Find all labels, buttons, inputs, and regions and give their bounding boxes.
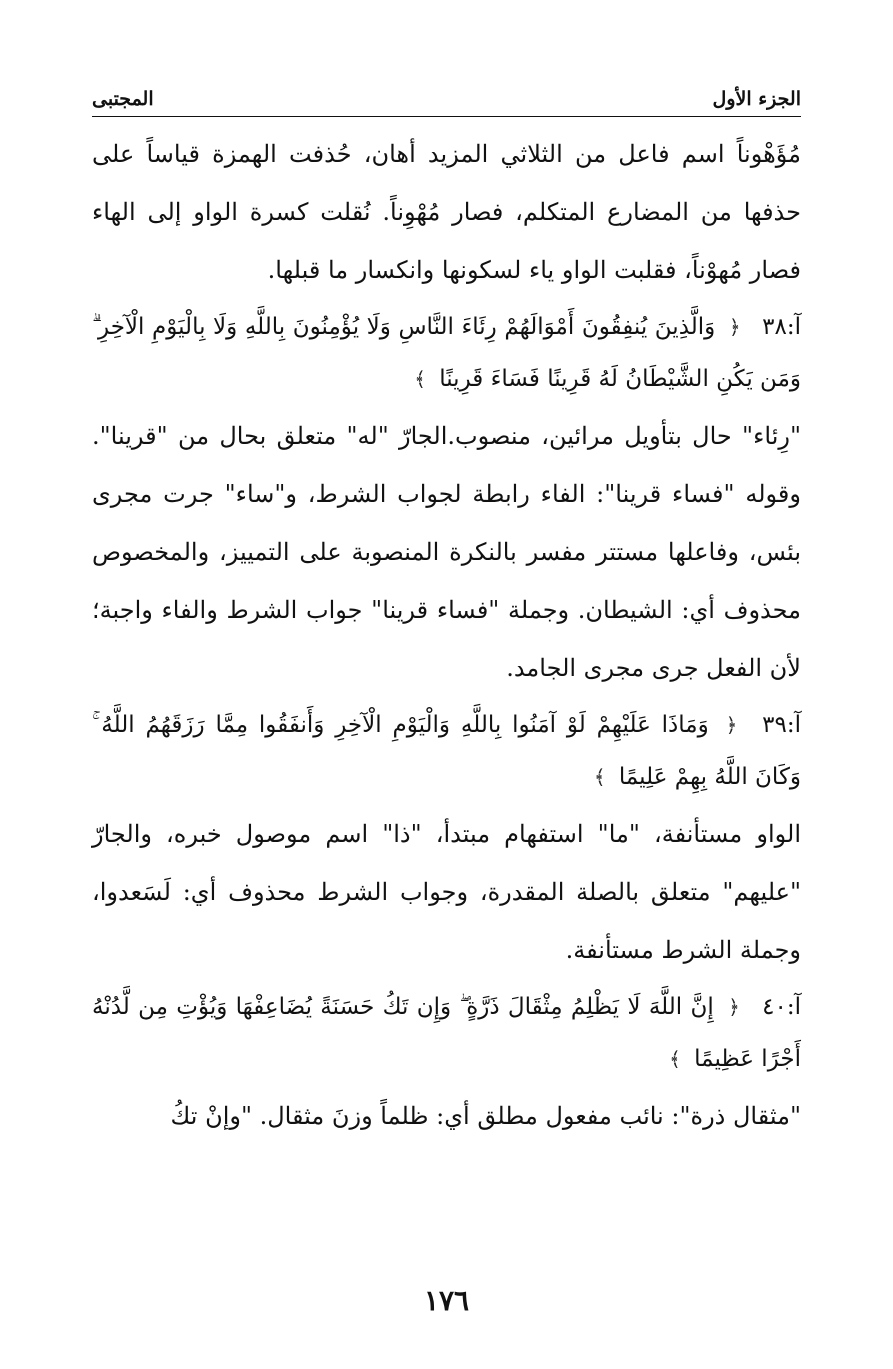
- page-body: [92, 125, 801, 1145]
- ornament-close-icon: ﴾: [414, 367, 426, 391]
- verse-38: [92, 299, 801, 407]
- paragraph-1: مُؤَهْوناً اسم فاعل من الثلاثي المزيد أهان، حُذفت الهمزة قياساً على حذفها من المضارع المتكلم، فصار مُهْوِناً. نُقلت كسرة الواو إلى الهاء فصار مُهوْناً، فقلبت الواو ياء لسكونها وانكسار ما قبلها.: [92, 140, 801, 284]
- ornament-open-icon: ﴿: [725, 713, 738, 737]
- paragraph-3: الواو مستأنفة، "ما" استفهام مبتدأ، "ذا" اسم موصول خبره، والجارّ "عليهم" متعلق بالصلة المقدرة، وجواب الشرط محذوف أي: لَسَعدوا، وجملة الشرط مستأنفة.: [92, 820, 801, 964]
- header-volume: الجزء الأول: [712, 88, 801, 110]
- page-number: ١٧٦: [423, 1284, 470, 1317]
- ornament-close-icon: ﴾: [593, 765, 606, 789]
- paragraph-2: "رِئاء" حال بتأويل مرائين، منصوب.الجارّ "له" متعلق بحال من "قرينا". وقوله "فساء قرينا": الفاء رابطة لجواب الشرط، و"ساء" جرت مجرى بئس، وفاعلها مستتر مفسر بالنكرة المنصوبة على التمييز، والمخصوص محذوف أي: الشيطان. وجملة "فساء قرينا" جواب الشرط والفاء واجبة؛ لأن الفعل جرى مجرى الجامد.: [92, 422, 801, 682]
- verse-39: [92, 697, 801, 805]
- header-book-title: المجتبى: [92, 88, 154, 110]
- verse-number: آ:٣٩: [762, 712, 802, 738]
- verse-text: وَالَّذِينَ يُنفِقُونَ أَمْوَالَهُمْ رِئَاءَ النَّاسِ وَلَا يُؤْمِنُونَ بِاللَّهِ وَلَا بِالْيَوْمِ الْآخِرِ ۗ وَمَن يَكُنِ الشَّيْطَانُ لَهُ قَرِينًا فَسَاءَ قَرِينًا: [92, 314, 801, 392]
- verse-number: آ:٤٠: [762, 994, 801, 1020]
- page-header: [92, 84, 801, 114]
- ornament-open-icon: ﴿: [728, 315, 741, 339]
- paragraph-4: "مثقال ذرة": نائب مفعول مطلق أي: ظلماً وزنَ مثقال. "وإنْ تكُ: [170, 1102, 801, 1130]
- verse-text: وَمَاذَا عَلَيْهِمْ لَوْ آمَنُوا بِاللَّهِ وَالْيَوْمِ الْآخِرِ وَأَنفَقُوا مِمَّا رَزَقَهُمُ اللَّهُ ۚ وَكَانَ اللَّهُ بِهِمْ عَلِيمًا: [92, 712, 801, 790]
- header-divider: [92, 116, 801, 117]
- verse-number: آ:٣٨: [762, 314, 802, 340]
- ornament-close-icon: ﴾: [669, 1047, 681, 1071]
- verse-text: إِنَّ اللَّهَ لَا يَظْلِمُ مِثْقَالَ ذَرَّةٍ ۖ وَإِن تَكُ حَسَنَةً يُضَاعِفْهَا وَيُؤْتِ مِن لَّدُنْهُ أَجْرًا عَظِيمًا: [92, 994, 801, 1072]
- verse-40: [92, 979, 801, 1087]
- ornament-open-icon: ﴿: [728, 995, 740, 1019]
